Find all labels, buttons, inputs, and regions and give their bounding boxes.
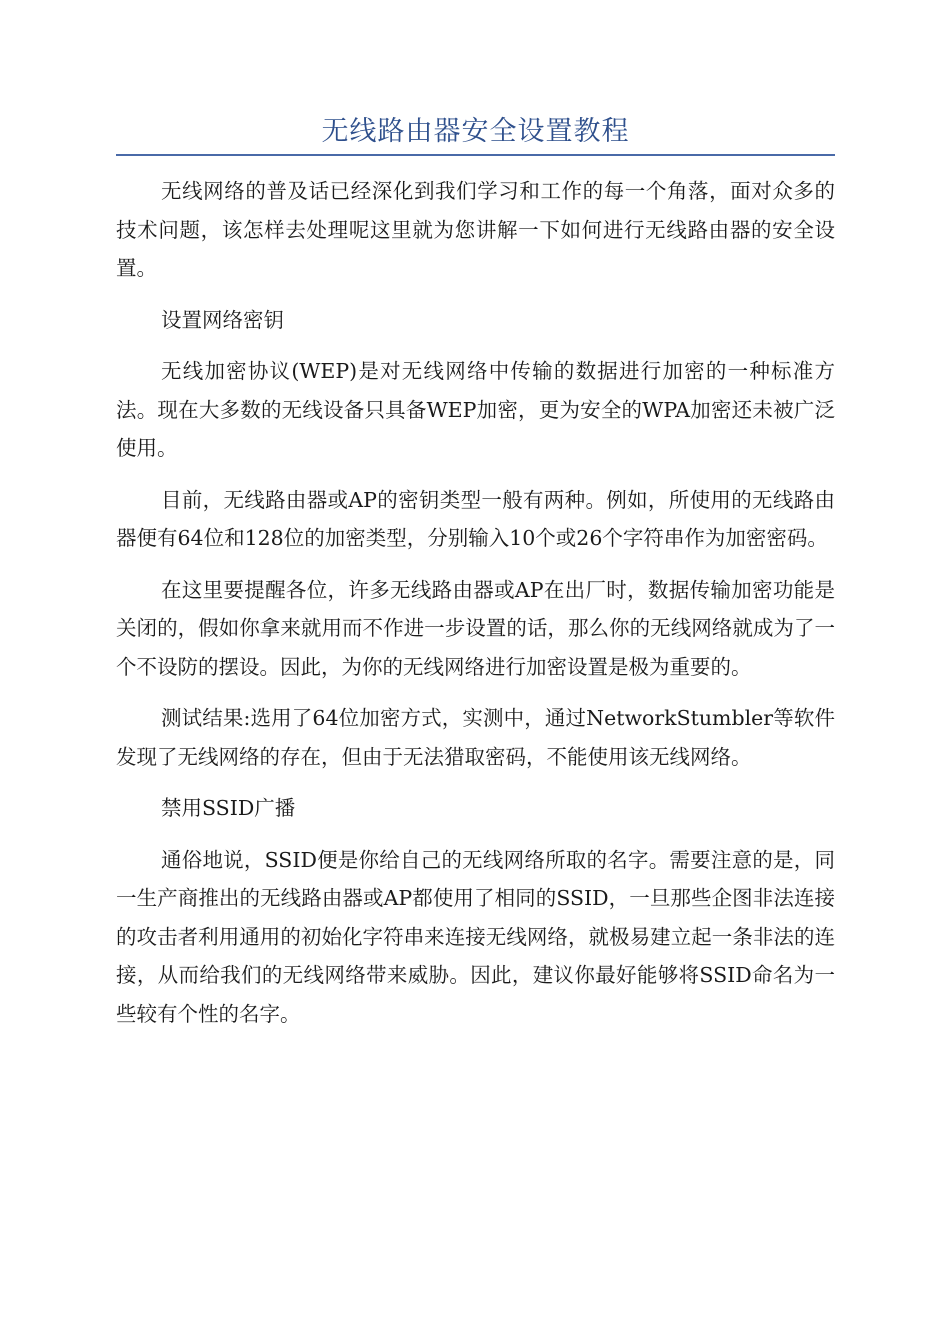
document-body [116,172,835,1046]
page-title: 无线路由器安全设置教程 [321,116,630,147]
paragraph-ssid: 通俗地说，SSID便是你给自己的无线网络所取的名字。需要注意的是，同一生产商推出的无线路由器或AP都使用了相同的SSID，一旦那些企图非法连接的攻击者利用通用的初始化字符串来连接无线网络，就极易建立起一条非法的连接，从而给我们的无线网络带来威胁。因此，建议你最好能够将SSID命名为一些较有个性的名字。 [116,847,835,1026]
section-heading-network-key: 设置网络密钥 [161,307,284,332]
paragraph-reminder: 在这里要提醒各位，许多无线路由器或AP在出厂时，数据传输加密功能是关闭的，假如你拿来就用而不作进一步设置的话，那么你的无线网络就成为了一个不设防的摆设。因此，为你的无线网络进行加密设置是极为重要的。 [116,577,835,679]
paragraph-wep: 无线加密协议(WEP)是对无线网络中传输的数据进行加密的一种标准方法。现在大多数的无线设备只具备WEP加密，更为安全的WPA加密还未被广泛使用。 [116,359,835,460]
paragraph-intro: 无线网络的普及话已经深化到我们学习和工作的每一个角落，面对众多的技术问题，该怎样去处理呢这里就为您讲解一下如何进行无线路由器的安全设置。 [116,179,835,280]
title-block [116,110,835,156]
paragraph-test-result: 测试结果:选用了64位加密方式，实测中，通过NetworkStumbler等软件发现了无线网络的存在，但由于无法猎取密码，不能使用该无线网络。 [116,706,835,769]
paragraph-key-types: 目前，无线路由器或AP的密钥类型一般有两种。例如，所使用的无线路由器便有64位和128位的加密类型，分别输入10个或26个字符串作为加密密码。 [116,487,835,550]
section-heading-disable-ssid: 禁用SSID广播 [161,796,296,820]
